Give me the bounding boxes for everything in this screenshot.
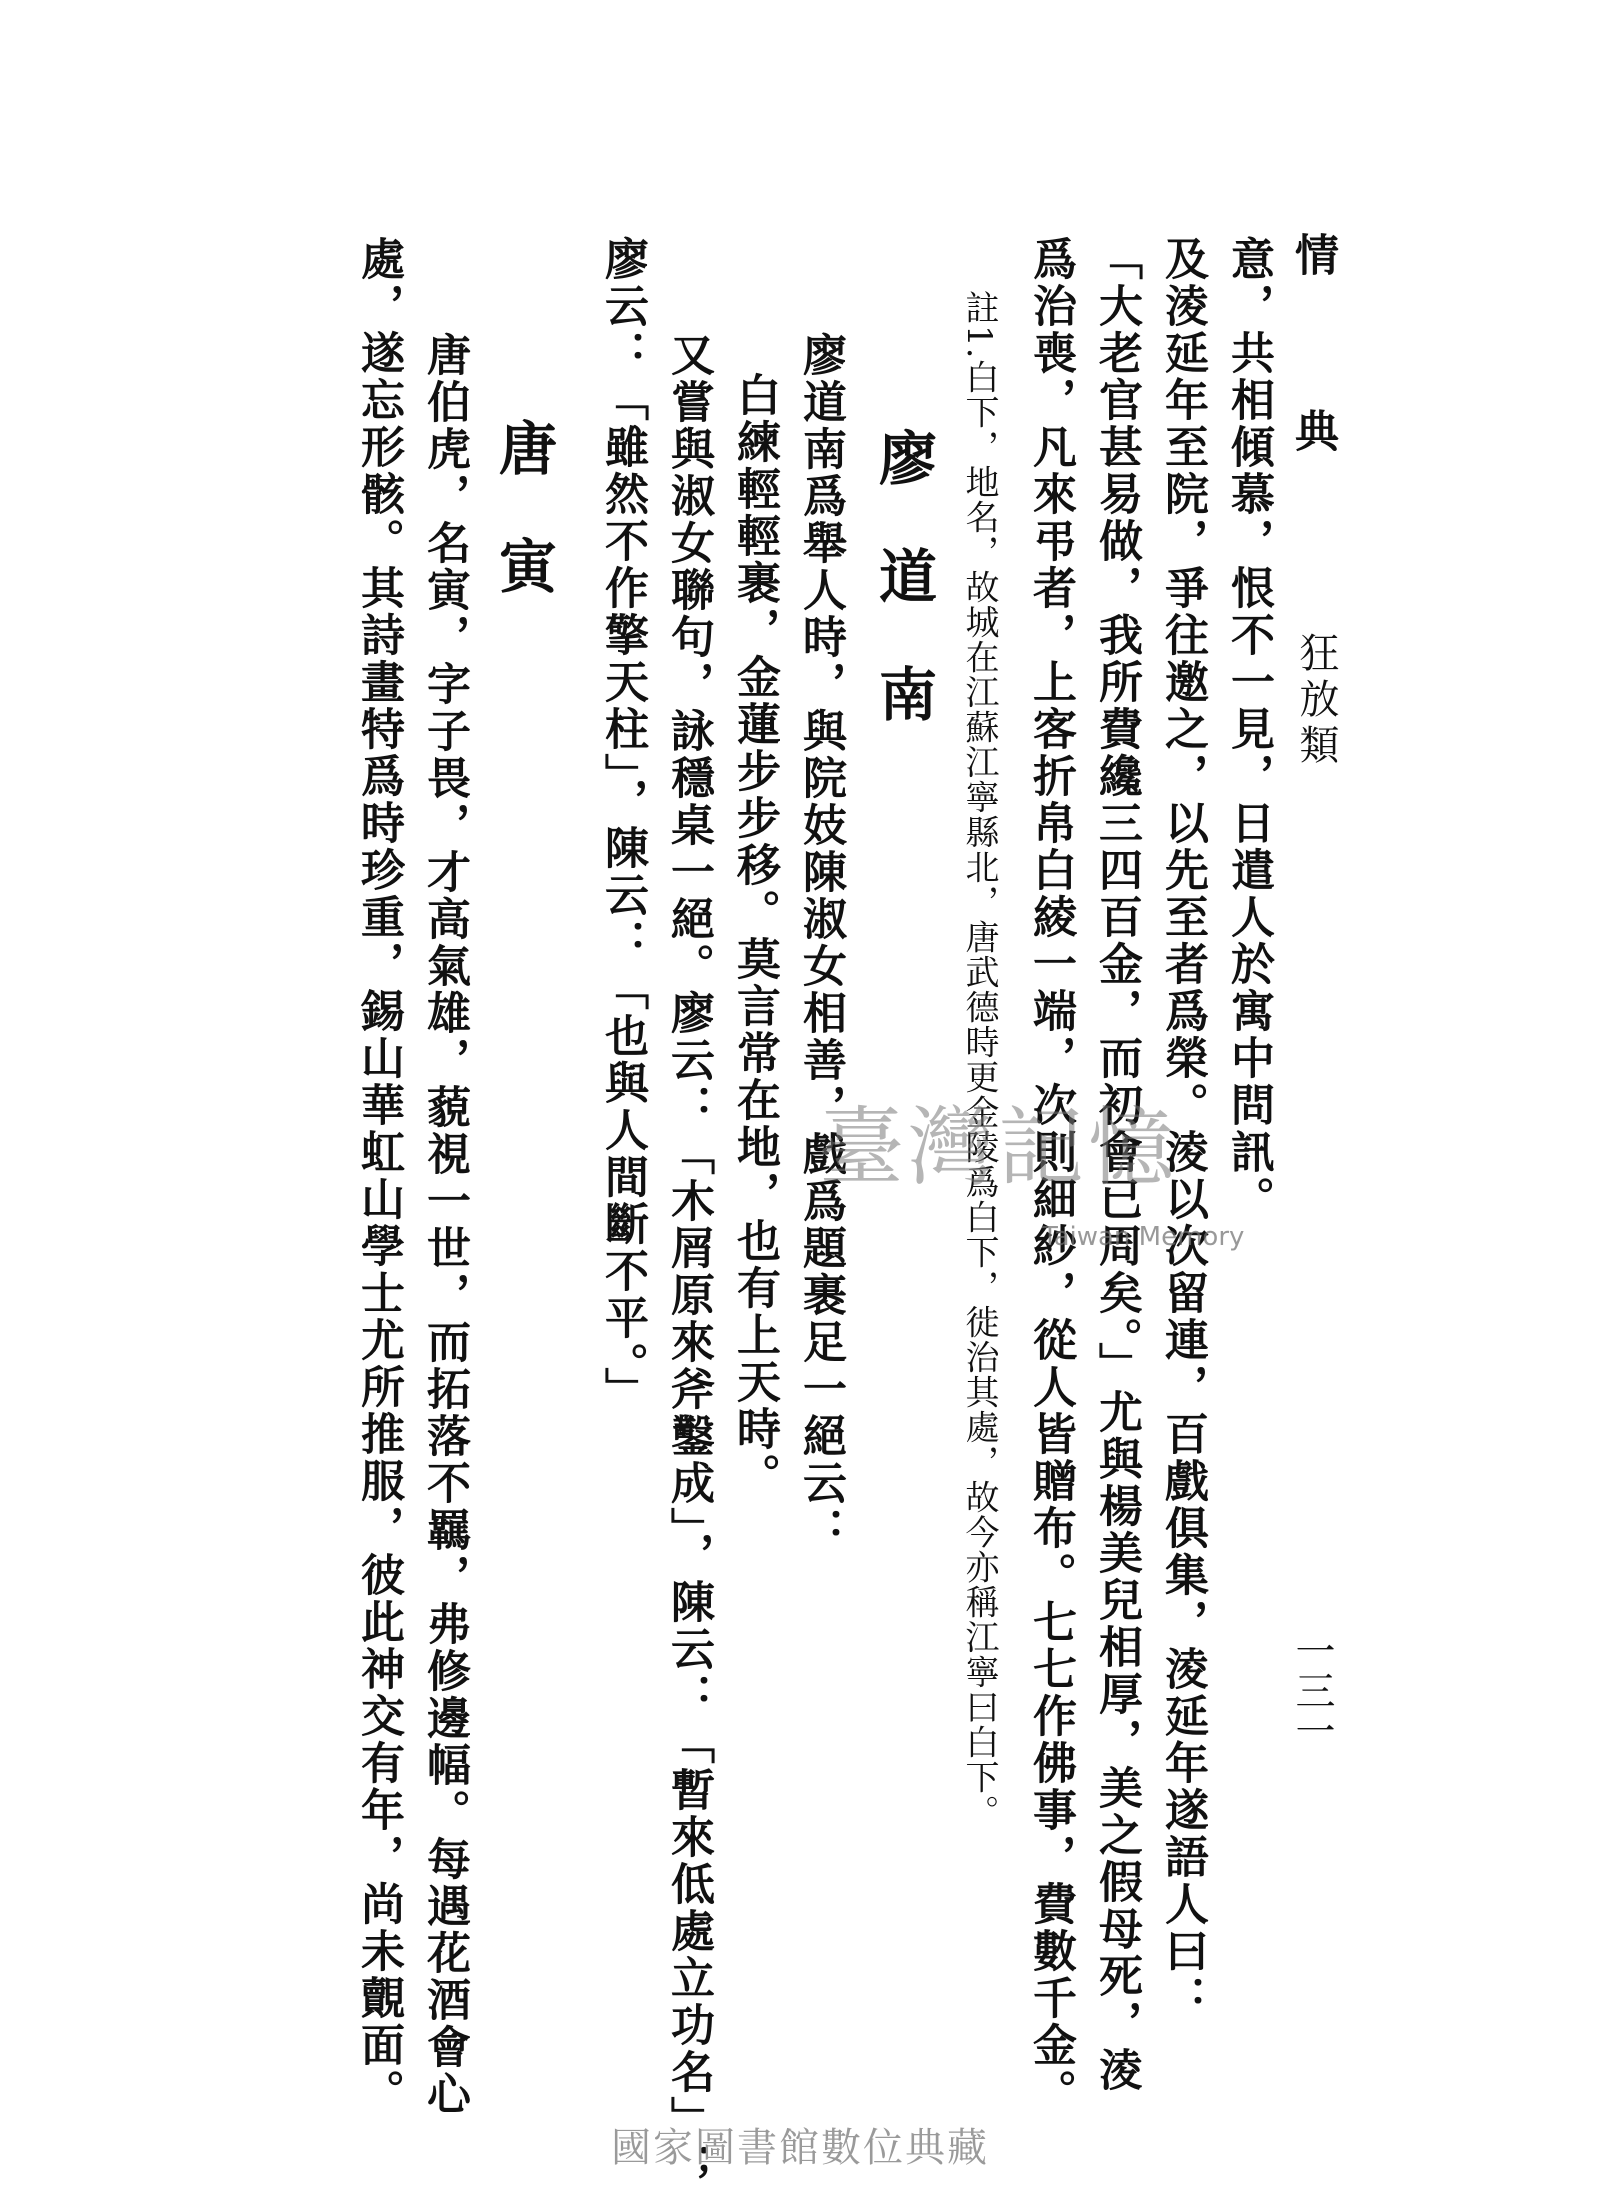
footnote: 註1.白下，地名，故城在江蘇江寧縣北，唐武德時更金陵爲白下，徙治其處，故今亦稱江寧曰白下。 [959,290,999,1830]
text-column: 爲治喪，凡來弔者，上客折帛白綾一端，次則細紗，從人皆贈布。七七作佛事，費數千金。 [1025,236,1076,2116]
running-head-category: 狂放類 [1293,632,1339,770]
text-column: 「大老官甚易做，我所費纔三四百金，而初會已周矣。」尤與楊美兒相厚，美之假母死，淩 [1091,236,1142,2094]
page-number: 一三一 [1289,1630,1335,1750]
text-column: 及淩延年至院，爭往邀之，以先至者爲榮。淩以次留連，百戲俱集，淩延年遂語人曰： [1157,236,1208,2022]
text-column: 唐伯虎，名寅，字子畏，才高氣雄，藐視一世，而拓落不羈，弗修邊幅。每遇花酒會心 [419,332,470,2118]
text-column: 廖云：「雖然不作擎天柱」，陳云：「也與人間斷不平。」 [597,236,648,1414]
watermark-logo: 臺灣記憶 [818,1098,1178,1198]
text-column: 廖道南爲舉人時，與院妓陳淑女相善，戲爲題裹足一絕云： [795,332,846,1554]
text-column: 處，遂忘形骸。其詩畫特爲時珍重，錫山華虹山學士尤所推服，彼此神交有年，尚未覿面。 [353,236,404,2116]
running-head-title: 情 典 [1287,232,1338,496]
text-column: 白練輕輕裹，金蓮步步移。莫言常在地，也有上天時。 [729,372,780,1500]
footer-credit: 國家圖書館數位典藏 [611,2125,989,2171]
section-heading-liao-daonan: 廖道南 [869,428,937,782]
watermark-subtext: Taiwan Memory [1042,1222,1245,1252]
text-column: 意，共相傾慕，恨不一見，日遣人於寓中問訊。 [1223,236,1274,1223]
section-heading-tang-yin: 唐寅 [489,418,557,654]
text-column: 又嘗與淑女聯句，詠穩桌一絕。廖云：「木屑原來斧鑿成」，陳云：「暫來低處立功名」； [663,332,714,2190]
